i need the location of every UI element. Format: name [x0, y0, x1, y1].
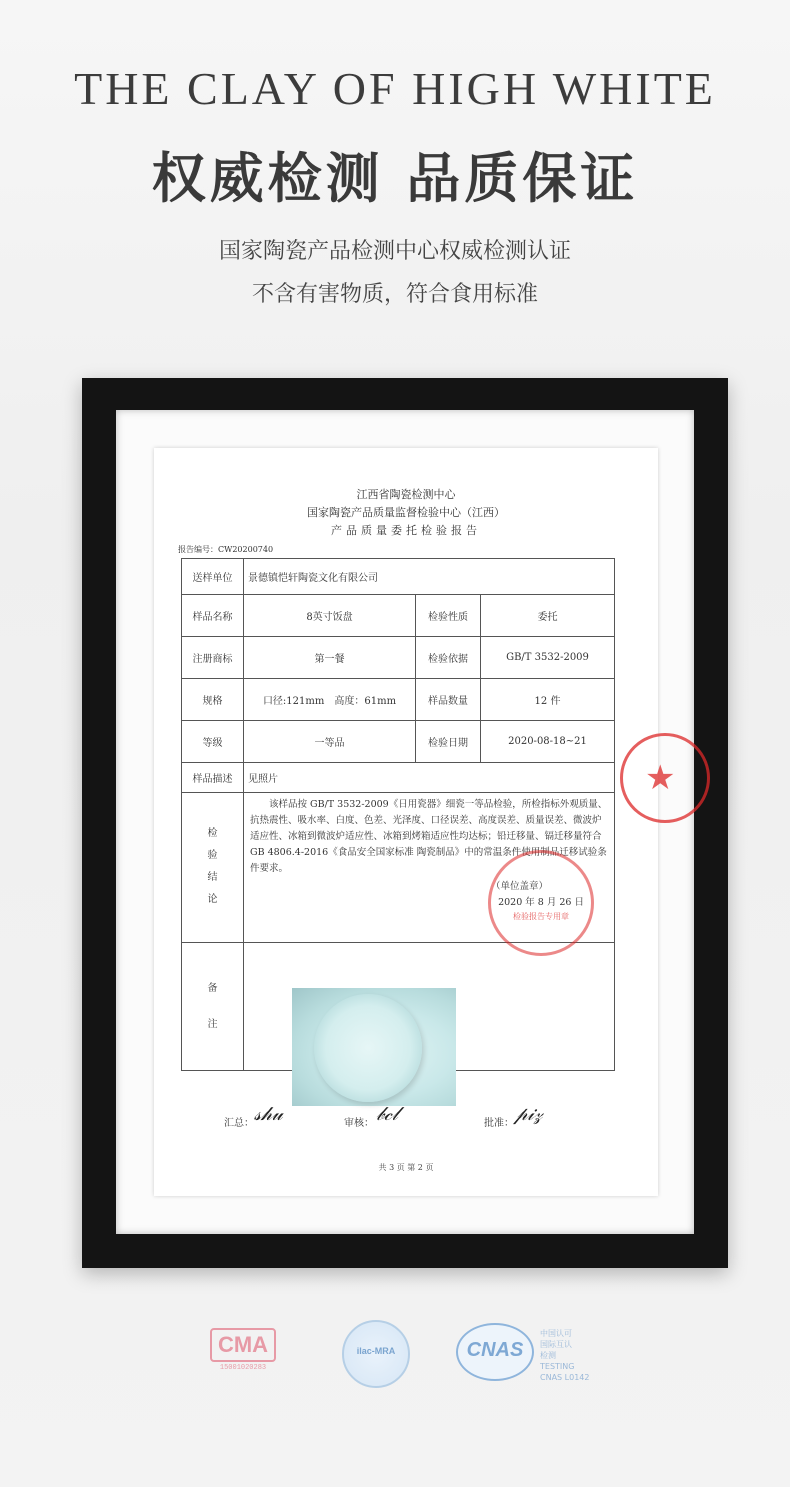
sample-name-value: 8英寸饭盘: [244, 595, 416, 637]
table-row: [182, 637, 615, 679]
frame-mat: [116, 410, 694, 1234]
basis-value: GB/T 3532-2009: [481, 637, 615, 679]
remarks-label-text: 备注: [207, 982, 218, 1030]
signature-approve-icon: 𝓅𝒾𝓏: [514, 1103, 543, 1125]
hero-title-english: THE CLAY OF HIGH WHITE: [74, 63, 716, 114]
plate-image: [314, 994, 422, 1102]
signature-review-icon: 𝒷𝒸𝓁: [376, 1103, 399, 1125]
hero-subtitle-1: 国家陶瓷产品检测中心权威检测认证: [218, 239, 571, 264]
inspect-type-label: 检验性质: [416, 595, 481, 637]
sign-review-label: 审核：: [344, 1118, 374, 1129]
sample-name-label: 样品名称: [182, 595, 244, 637]
red-stamp: [488, 850, 594, 956]
table-row: [182, 679, 615, 721]
grade-value: 一等品: [244, 721, 416, 763]
qty-value: 12 件: [481, 679, 615, 721]
inspect-type-value: 委托: [481, 595, 615, 637]
report-number: 报告编号：CW20200740: [178, 545, 274, 554]
red-seal-top: [620, 733, 710, 823]
picture-frame: [82, 378, 728, 1268]
qty-label: 样品数量: [416, 679, 481, 721]
cnas-side-line: CNAS L0142: [540, 1373, 590, 1382]
signature-summary-icon: 𝓈𝒽𝓊: [254, 1103, 283, 1125]
table-row: [182, 721, 615, 763]
cma-logo-number: 15001020283: [219, 1364, 267, 1372]
cma-logo-text: CMA: [210, 1328, 276, 1362]
sender-value: 景德镇恺轩陶瓷文化有限公司: [244, 559, 615, 595]
desc-label: 样品描述: [182, 763, 244, 793]
desc-value: 见照片: [244, 763, 615, 793]
cma-logo: [210, 1328, 276, 1380]
cnas-logo: [456, 1323, 534, 1381]
conclusion-label: [182, 793, 244, 943]
grade-label: 等级: [182, 721, 244, 763]
seal-star-icon: ★: [645, 758, 676, 798]
trademark-label: 注册商标: [182, 637, 244, 679]
report-header-2: 国家陶瓷产品质量监督检验中心（江西）: [307, 506, 505, 519]
ilac-logo-text: ilac-MRA: [356, 1346, 396, 1356]
cnas-side-line: 检测: [540, 1351, 556, 1360]
sender-label: 送样单位: [182, 559, 244, 595]
date-value: 2020-08-18~21: [481, 721, 615, 763]
cnas-side-line: 中国认可: [540, 1329, 572, 1338]
cnas-side-line: 国际互认: [540, 1340, 572, 1349]
date-label: 检验日期: [416, 721, 481, 763]
plate-photo: [292, 988, 456, 1106]
spec-label: 规格: [182, 679, 244, 721]
cnas-side-text: [540, 1328, 589, 1383]
report-header-1: 江西省陶瓷检测中心: [356, 488, 456, 501]
spec-value: 口径:121mm 高度：61mm: [244, 679, 416, 721]
table-row: [182, 559, 615, 595]
remarks-label: [182, 943, 244, 1071]
trademark-value: 第一餐: [244, 637, 416, 679]
conclusion-unit: （单位盖章）: [490, 881, 548, 892]
basis-label: 检验依据: [416, 637, 481, 679]
conclusion-date: 2020 年 8 月 26 日: [498, 897, 584, 908]
conclusion-text: 该样品按 GB/T 3532-2009《日用瓷器》细瓷一等品检验，所检指标外观质量、抗热震性、吸水率、白度、色差、光泽度、口径误差、高度误差、质量误差、微波炉适应性、冰箱到微波炉适应性、冰箱到烤箱适应性均达标；铅迁移量、镉迁移量符合 GB 4806.4-2016《食品安全国家标准 陶瓷制品》中的常温条件使用制品迁移试验条件要求。: [250, 799, 608, 874]
ilac-mra-logo: [342, 1320, 410, 1388]
hero-subtitle-2: 不含有害物质，符合食用标准: [251, 282, 538, 307]
conclusion-label-text: 检验结论: [207, 827, 218, 905]
table-row: [182, 763, 615, 793]
report-header-3: 产品质量委托检验报告: [331, 524, 481, 537]
cnas-logo-text: CNAS: [466, 1339, 524, 1361]
stamp-text: 检验报告专用章: [513, 912, 569, 921]
table-row: [182, 595, 615, 637]
cnas-side-line: TESTING: [540, 1362, 575, 1371]
inspection-report-document: [154, 448, 676, 1196]
sign-approve-label: 批准：: [484, 1118, 514, 1129]
page-number: 共 3 页 第 2 页: [378, 1163, 434, 1172]
hero-title-chinese: 权威检测 品质保证: [151, 147, 639, 210]
sign-summary-label: 汇总：: [224, 1118, 254, 1129]
